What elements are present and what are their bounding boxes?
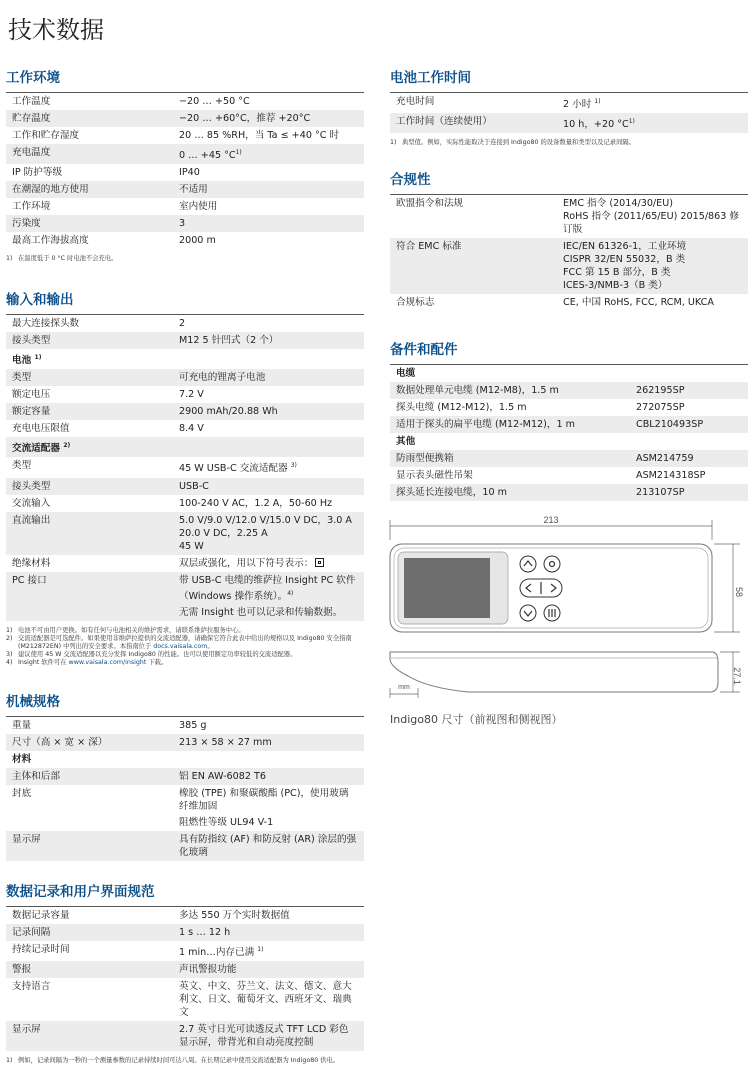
table-row: 探头电缆 (M12-M12)，1.5 m 272075SP [396, 402, 685, 413]
page-title: 技术数据 [8, 16, 104, 44]
table-row: 显示屏 具有防指纹 (AF) 和防反射 (AR) 涂层的强化玻璃 [6, 831, 364, 861]
log-footnote: 1) 例如，记录间隔为一秒的一个测量参数的记录持续时间可达八周。在长期记录中使用交流适配器为 Indigo80 供电。 [6, 1057, 340, 1065]
table-row: 数据处理单元电缆 (M12-M8)，1.5 m 262195SP [390, 382, 748, 399]
env-table [6, 92, 364, 249]
table-row: 额定电压 7.2 V [12, 389, 204, 401]
diagram-caption: Indigo80 尺寸（前视图和侧视图） [390, 713, 563, 726]
table-row: 数据记录容量 多达 550 万个实时数据值 [12, 910, 290, 921]
compliance-title: 合规性 [390, 172, 431, 188]
up-button-icon [520, 556, 536, 572]
table-row: 贮存温度 −20 … +60°C，推荐 +20°C [6, 110, 364, 127]
table-row: 合规标志 CE, 中国 RoHS, FCC, RCM, UKCA [396, 297, 714, 308]
table-row: 其他 [396, 436, 416, 447]
accessories-section [390, 338, 748, 501]
table-row: 最高工作海拔高度 2000 m [12, 235, 216, 247]
table-row: 工作和贮存湿度 20 … 85 %RH，当 Ta ≤ +40 °C 时 [12, 130, 340, 141]
height-label: 58 [734, 586, 744, 598]
compliance-table [390, 194, 748, 311]
table-row: 充电电压限值 8.4 V [12, 423, 204, 435]
mech-section [6, 690, 364, 861]
battery-time-section [390, 66, 748, 147]
table-row: 类型 可充电的锂离子电池 [6, 369, 364, 386]
table-row: 污染度 3 [6, 215, 364, 232]
log-section [6, 880, 364, 1065]
power-button-icon [544, 556, 560, 572]
log-table [6, 906, 364, 1051]
battery-time-title: 电池工作时间 [390, 70, 471, 86]
table-row: 持续记录时间 1 min…内存已满 $^{1)}$ [12, 944, 264, 959]
table-row: 最大连接探头数 2 [12, 318, 186, 329]
table-row: 交流适配器 $^{2)}$ [6, 437, 364, 457]
table-row: 电池 $^{1)}$ [12, 354, 42, 367]
battery-time-footnote: 1) 典型值。例如，实际性能取决于连接到 Indigo80 的设备数量和类型以及记录间隔。 [390, 139, 635, 147]
table-row: 主体和后部 铝 EN AW-6082 T6 [6, 768, 364, 785]
table-row: 充电时间 2 小时 $^{1)}$ [396, 96, 601, 111]
io-title: 输入和输出 [6, 292, 74, 308]
table-row: 绝缘材料 双层或强化，用以下符号表示： [6, 555, 364, 572]
table-row: 重量 385 g [12, 720, 207, 731]
table-row: 接头类型 M12 5 针凹式（2 个） [6, 332, 364, 349]
table-row: 显示屏 2.7 英寸日光可读透反式 TFT LCD 彩色显示屏，带背光和自动亮度控制 [6, 1021, 364, 1051]
table-row: PC 接口 带 USB-C 电缆的维萨拉 Insight PC 软件（Windows 操作系统）。$^{4)}$ 无需 Insight 也可以记录和传输数据。 [6, 572, 364, 621]
insight-link[interactable]: www.vaisala.com/insight [68, 658, 147, 666]
down-button-icon [520, 605, 536, 621]
depth-label: 27.1 [732, 667, 742, 685]
table-row: 额定容量 2900 mAh/20.88 Wh [6, 403, 364, 420]
display-screen [404, 558, 490, 618]
env-section [6, 66, 364, 263]
table-row: 在潮湿的地方使用 不适用 [6, 181, 364, 198]
table-row: 工作时间（连续使用） 10 h，+20 $^\circ C^{1)}$ [390, 113, 748, 133]
env-title: 工作环境 [6, 70, 60, 86]
accessories-title: 备件和配件 [390, 342, 458, 358]
dimension-drawing [388, 512, 748, 712]
unit-label: mm [398, 684, 410, 691]
table-row: 材料 [12, 754, 32, 765]
table-row: 显示表头磁性吊架 ASM214318SP [396, 470, 706, 481]
double-insulation-icon [315, 558, 324, 567]
docs-link[interactable]: docs.vaisala.com [153, 642, 208, 650]
width-label: 213 [543, 515, 559, 525]
env-footnote: 1) 在温度低于 0 °C 时电池不会充电。 [6, 255, 118, 263]
table-row: 工作温度 −20 … +50 °C [12, 96, 250, 107]
table-row: 防雨型便携箱 ASM214759 [390, 450, 748, 467]
mech-table [6, 716, 364, 861]
table-row: 记录间隔 1 s … 12 h [6, 924, 364, 941]
table-row: 电缆 [396, 368, 416, 379]
table-row: 符合 EMC 标准 IEC/EN 61326-1，工业环境 CISPR 32/EN 55032，B 类 FCC 第 15 B 部分，B 类 ICES-3/NMB-3（B 类） [390, 238, 748, 294]
table-row: 交流输入 100-240 V AC，1.2 A，50-60 Hz [12, 497, 333, 509]
compliance-section [390, 168, 748, 311]
table-row: 工作环境 室内使用 [12, 201, 218, 213]
io-section [6, 288, 364, 667]
accessories-table [390, 364, 748, 501]
table-row: 类型 45 W USB-C 交流适配器 $^{3)}$ [12, 460, 297, 475]
table-row: 尺寸（高 × 宽 × 深） 213 × 58 × 27 mm [6, 734, 364, 751]
table-row: 接头类型 USB-C [6, 478, 364, 495]
battery-time-table [390, 92, 748, 133]
table-row: 充电温度 0 … +45 $^\circ C^{1)}$ [6, 144, 364, 164]
table-row: 探头延长连接电缆，10 m 213107SP [390, 484, 748, 501]
log-title: 数据记录和用户界面规范 [6, 884, 155, 900]
table-row: 警报 声讯警报功能 [6, 961, 364, 978]
table-row: 封底 橡胶 (TPE) 和聚碳酸酯 (PC)，使用玻璃纤维加固 阻燃性等级 UL94 V-1 [12, 788, 349, 828]
mech-title: 机械规格 [6, 694, 60, 710]
table-row: 适用于探头的扁平电缆 (M12-M12)，1 m CBL210493SP [390, 416, 748, 433]
table-row: IP 防护等级 IP40 [12, 167, 200, 179]
io-table [6, 314, 364, 621]
io-footnotes: 1) 电池不可由用户更换。如有任何与电池相关的维护需求，请联系维萨拉服务中心。 2) 交流适配器是可选配件。如果使用非维萨拉提供的交流适配器，请确保它符合此表中给出的规格以及 Indigo80 安全指南 (M212872EN) 中列出的安全要求。本指南位于 docs.vaisala.com。 3) 建议使用 45 W 交流适配器以充分发挥 Indigo80 的性能。也可以使用额定功率较低的交流适配器。 4) Insight 软件可在 www.vaisala.com/insight 下载。 [6, 626, 352, 666]
table-row: 欧盟指令和法规 EMC 指令 (2014/30/EU) RoHS 指令 (2011/65/EU) 2015/863 修订版 [396, 198, 740, 235]
table-row: 直流输出 5.0 V/9.0 V/12.0 V/15.0 V DC，3.0 A 20.0 V DC，2.25 A 45 W [6, 512, 364, 555]
table-row: 支持语言 英文、中文、芬兰文、法文、德文、意大利文、日文、葡萄牙文、西班牙文、瑞典文 [12, 981, 352, 1019]
